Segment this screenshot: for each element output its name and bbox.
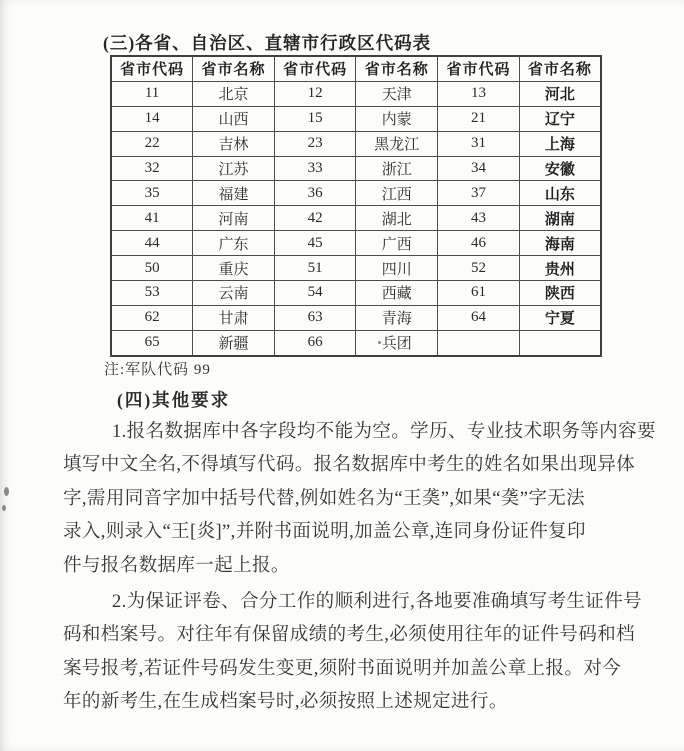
table-cell: 广东 <box>193 231 275 256</box>
table-cell: 50 <box>111 256 193 281</box>
paragraph-line: 码和档案号。对往年有保留成绩的考生,必须使用往年的证件号码和档 <box>63 625 636 646</box>
table-cell: 吉林 <box>193 131 275 156</box>
table-cell: 重庆 <box>193 256 275 281</box>
table-cell: 14 <box>111 106 193 131</box>
table-cell: 海南 <box>519 231 601 256</box>
table-row <box>111 131 601 156</box>
table-cell: 黑龙江 <box>356 131 438 156</box>
table-cell: 云南 <box>193 281 275 306</box>
table-cell: 甘肃 <box>193 305 275 330</box>
table-cell: 青海 <box>356 305 438 330</box>
table-cell: 天津 <box>356 81 438 106</box>
table-cell: 37 <box>438 181 520 206</box>
column-header: 省市代码 <box>111 56 193 81</box>
table-cell: 福建 <box>193 181 275 206</box>
table-cell: 64 <box>438 305 520 330</box>
table-cell: 12 <box>274 81 356 106</box>
table-cell: 22 <box>111 131 193 156</box>
table-cell: 内蒙 <box>356 106 438 131</box>
army-code-note: 注:军队代码 99 <box>104 362 211 378</box>
table-cell: 44 <box>111 231 193 256</box>
paragraph-2 <box>63 586 643 720</box>
table-cell: 江西 <box>356 181 438 206</box>
paragraph-1 <box>63 416 656 583</box>
table-cell: 21 <box>438 106 520 131</box>
table-header-row <box>111 56 601 81</box>
table-cell: 61 <box>438 281 520 306</box>
table-row <box>111 106 601 131</box>
table-cell: 湖南 <box>519 206 601 231</box>
table-cell: 54 <box>274 281 356 306</box>
table-cell: 河北 <box>519 81 601 106</box>
province-code-table <box>110 55 602 357</box>
column-header: 省市名称 <box>519 56 601 81</box>
table-cell: 西藏 <box>356 281 438 306</box>
paragraph-line: 字,需用同音字加中括号代替,例如姓名为“王䶮”,如果“䶮”字无法 <box>63 488 586 509</box>
table-cell: 兵团 <box>356 330 438 355</box>
table-cell: 江苏 <box>193 156 275 181</box>
table-cell: 51 <box>274 256 356 281</box>
table-cell: 河南 <box>193 206 275 231</box>
paragraph-line: 案号报考,若证件号码发生变更,须附书面说明并加盖公章上报。对今 <box>63 658 622 679</box>
table-cell: 41 <box>111 206 193 231</box>
table-cell: 新疆 <box>193 330 275 355</box>
table-cell: 42 <box>274 206 356 231</box>
table-cell: 11 <box>111 81 193 106</box>
table-cell: 贵州 <box>519 256 601 281</box>
table-cell <box>438 330 520 355</box>
scan-artifact <box>2 505 6 511</box>
table-row <box>111 281 601 306</box>
table-cell: 46 <box>438 231 520 256</box>
table-cell: 四川 <box>356 256 438 281</box>
table-row <box>111 231 601 256</box>
section-4-title: (四)其他要求 <box>117 390 231 410</box>
table-row <box>111 330 601 355</box>
paragraph-line: 1.报名数据库中各字段均不能为空。学历、专业技术职务等内容要 <box>112 422 656 442</box>
table-cell: 山西 <box>193 106 275 131</box>
table-row <box>111 206 601 231</box>
section-3-title: (三)各省、自治区、直辖市行政区代码表 <box>103 33 432 53</box>
table-row <box>111 156 601 181</box>
paragraph-line: 2.为保证评卷、合分工作的顺利进行,各地要准确填写考生证件号 <box>112 592 643 612</box>
table-cell: 湖北 <box>356 206 438 231</box>
table-cell: 北京 <box>193 81 275 106</box>
table-cell: 广西 <box>356 231 438 256</box>
table-cell: 45 <box>274 231 356 256</box>
table-cell: 43 <box>438 206 520 231</box>
table-cell: 65 <box>111 330 193 355</box>
column-header: 省市名称 <box>193 56 275 81</box>
table-cell: 53 <box>111 281 193 306</box>
table-cell: 35 <box>111 181 193 206</box>
table-cell: 安徽 <box>519 156 601 181</box>
table-row <box>111 81 601 106</box>
table-cell: 52 <box>438 256 520 281</box>
table-cell: 13 <box>438 81 520 106</box>
table-cell: 23 <box>274 131 356 156</box>
column-header: 省市代码 <box>274 56 356 81</box>
table-cell: 宁夏 <box>519 305 601 330</box>
column-header: 省市代码 <box>438 56 520 81</box>
table-cell: 63 <box>274 305 356 330</box>
table-cell: 62 <box>111 305 193 330</box>
table-cell: 山东 <box>519 181 601 206</box>
table-row <box>111 305 601 330</box>
table-cell: 陕西 <box>519 281 601 306</box>
table-cell: 33 <box>274 156 356 181</box>
paragraph-line: 年的新考生,在生成档案号时,必须按照上述规定进行。 <box>63 692 508 713</box>
paragraph-line: 件与报名数据库一起上报。 <box>63 555 290 576</box>
table-cell: 浙江 <box>356 156 438 181</box>
table-cell: 66 <box>274 330 356 355</box>
table-cell: 15 <box>274 106 356 131</box>
table-cell: 36 <box>274 181 356 206</box>
paragraph-line: 录入,则录入“王[炎]”,并附书面说明,加盖公章,连同身份证件复印 <box>63 522 586 543</box>
table-cell: 辽宁 <box>519 106 601 131</box>
table-cell <box>519 330 601 355</box>
table-cell: 32 <box>111 156 193 181</box>
scan-artifact <box>4 487 9 496</box>
table-row <box>111 181 601 206</box>
table-cell: 34 <box>438 156 520 181</box>
table-cell: 31 <box>438 131 520 156</box>
table-cell: 上海 <box>519 131 601 156</box>
paragraph-line: 填写中文全名,不得填写代码。报名数据库中考生的姓名如果出现异体 <box>63 455 636 476</box>
column-header: 省市名称 <box>356 56 438 81</box>
table-row <box>111 256 601 281</box>
scan-artifact <box>378 341 381 344</box>
